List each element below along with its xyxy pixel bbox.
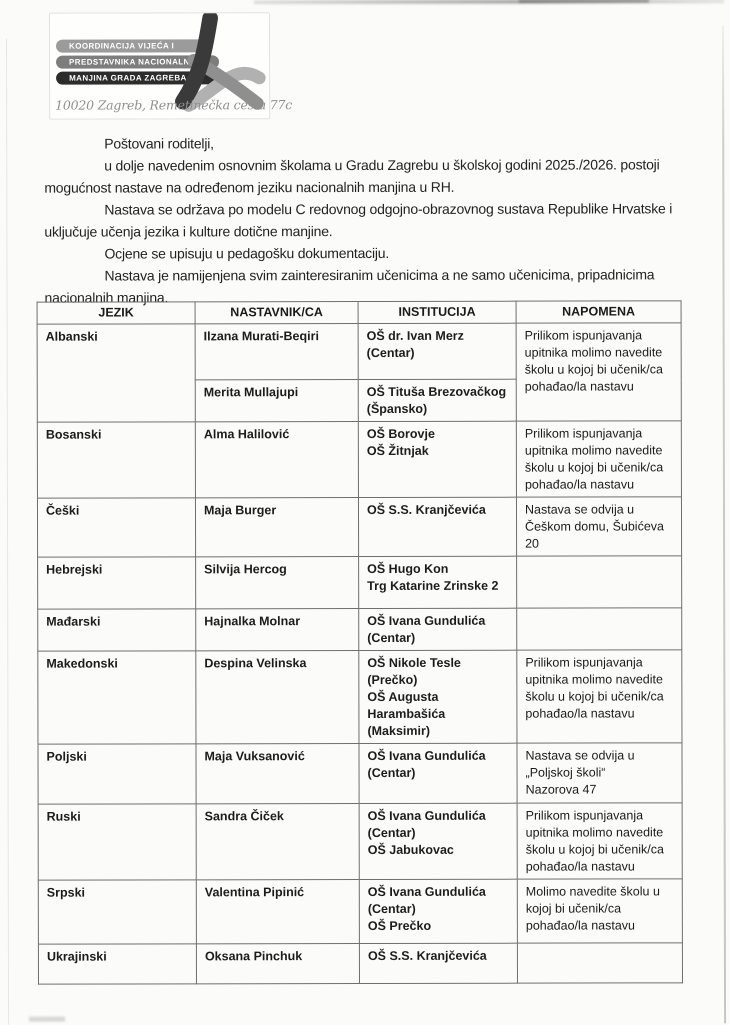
header-nastavnik: NASTAVNIK/CA [195,302,358,324]
header-napomena: NAPOMENA [516,301,681,323]
cell-institucija: OŠ Ivana Gundulića (Centar) [359,608,517,650]
letterhead-address: 10020 Zagreb, Remetinečka cesta 77c [55,97,293,113]
logo-line-1: KOORDINACIJA VIJEĆA I [56,39,213,52]
scan-artifact-corner [29,1017,65,1022]
cell-napomena: Prilikom ispunjavanja upitnika molimo navedite školu u kojoj bi učenik/ca pohađao/la nastavu [517,803,682,879]
page-edge-right [722,25,726,1023]
cell-nastavnik: Silvija Hercog [196,557,359,609]
cell-nastavnik: Valentina Pipinić [196,880,359,944]
letter-paragraph-2: Nastava se održava po modelu C redovnog odgojno-obrazovnog sustava Republike Hrvatske i uključuje učenja jezika i kulture dotične manjine. [44,200,673,240]
cell-institucija: OŠ Hugo Kon Trg Katarine Zrinske 2 [359,556,517,608]
cell-jezik: Češki [37,498,195,557]
table-row [38,650,682,744]
letter-paragraph-1: u dolje navedenim osnovnim školama u Gradu Zagrebu u školskoj godini 2025./2026. postoji mogućnost nastave na određenom jeziku nacionalnih manjina u RH. [44,156,660,196]
table-row [37,323,681,380]
cell-nastavnik: Oksana Pinchuk [196,944,359,984]
letter-salutation: Poštovani roditelji, [104,135,214,152]
logo-line-3: MANJINA GRADA ZAGREBA [56,71,215,84]
cell-jezik: Srpski [38,880,196,944]
cell-napomena: Prilikom ispunjavanja upitnika molimo navedite školu u kojoj bi učenik/ca pohađao/la nastavu [516,421,681,497]
scan-artifact-top-dark [519,0,649,3]
cell-jezik: Albanski [37,324,195,422]
cell-jezik: Ruski [38,804,196,880]
cell-napomena [517,556,682,608]
cell-jezik: Makedonski [38,651,196,744]
letter-paragraph-4: Nastava je namijenjena svim zainteresiranim učenicima a ne samo učenicima, pripadnicima nacionalnih manjina. [44,266,655,306]
cell-institucija: OŠ S.S. Kranjčevića [358,497,516,556]
scan-artifact-top [254,0,724,4]
letter-body [44,131,697,308]
letter-paragraph-3: Ocjene se upisuju u pedagošku dokumentaciju. [104,244,390,262]
cell-jezik: Poljski [38,744,196,804]
cell-nastavnik: Ilzana Murati-Beqiri [195,324,358,380]
cell-institucija: OŠ Ivana Gundulića (Centar) OŠ Prečko [359,879,517,943]
cell-nastavnik: Despina Velinska [196,651,359,744]
table-row [38,608,682,651]
cell-jezik: Hebrejski [38,557,196,609]
cell-jezik: Bosanski [37,422,195,498]
cell-napomena: Nastava se odvija u „Poljskoj školi“ Nazorova 47 [517,743,682,803]
cell-nastavnik: Alma Halilović [195,422,358,498]
table-row [38,803,682,880]
minority-languages-table [37,300,683,984]
cell-institucija: OŠ S.S. Kranjčevića [359,943,517,983]
cell-nastavnik: Maja Vuksanović [196,744,359,804]
cell-institucija: OŠ Ivana Gundulića (Centar) [359,743,517,803]
table-row [38,556,682,609]
table-row [38,743,682,804]
cell-nastavnik: Hajnalka Molnar [196,609,359,651]
cell-napomena: Prilikom ispunjavanja upitnika molimo navedite školu u kojoj bi učenik/ca pohađao/la nastavu [517,650,682,743]
cell-napomena [517,943,682,983]
table-row [38,943,682,984]
cell-nastavnik: Merita Mullajupi [195,380,358,422]
letterhead-logo [49,12,293,119]
cell-napomena [517,608,682,650]
cell-institucija: OŠ Tituša Brezovačkog (Špansko) [358,379,516,421]
table-row [37,497,681,557]
header-institucija: INSTITUCIJA [358,301,516,323]
cell-napomena: Nastava se odvija u Češkom domu, Šubićeva 20 [516,497,681,556]
cell-nastavnik: Maja Burger [195,498,358,557]
cell-nastavnik: Sandra Čiček [196,804,359,880]
cell-napomena: Prilikom ispunjavanja upitnika molimo navedite školu u kojoj bi učenik/ca pohađao/la nastavu [516,323,681,421]
table-row [38,879,682,944]
table-header-row [37,301,681,324]
cell-jezik: Mađarski [38,609,196,651]
page-edge-left [6,39,9,1025]
cell-napomena: Molimo navedite školu u kojoj bi učenik/ca pohađao/la nastavu [517,879,682,943]
logo-line-2: PREDSTAVNIKA NACIONALNIH [56,55,219,68]
cell-institucija: OŠ dr. Ivan Merz (Centar) [358,323,516,379]
cell-jezik: Ukrajinski [38,944,196,984]
table-row [37,421,681,498]
cell-institucija: OŠ Nikole Tesle (Prečko) OŠ Augusta Harambašića (Maksimir) [359,650,517,743]
cell-institucija: OŠ Borovje OŠ Žitnjak [358,421,516,497]
header-jezik: JEZIK [37,302,195,324]
cell-institucija: OŠ Ivana Gundulića (Centar) OŠ Jabukovac [359,803,517,879]
